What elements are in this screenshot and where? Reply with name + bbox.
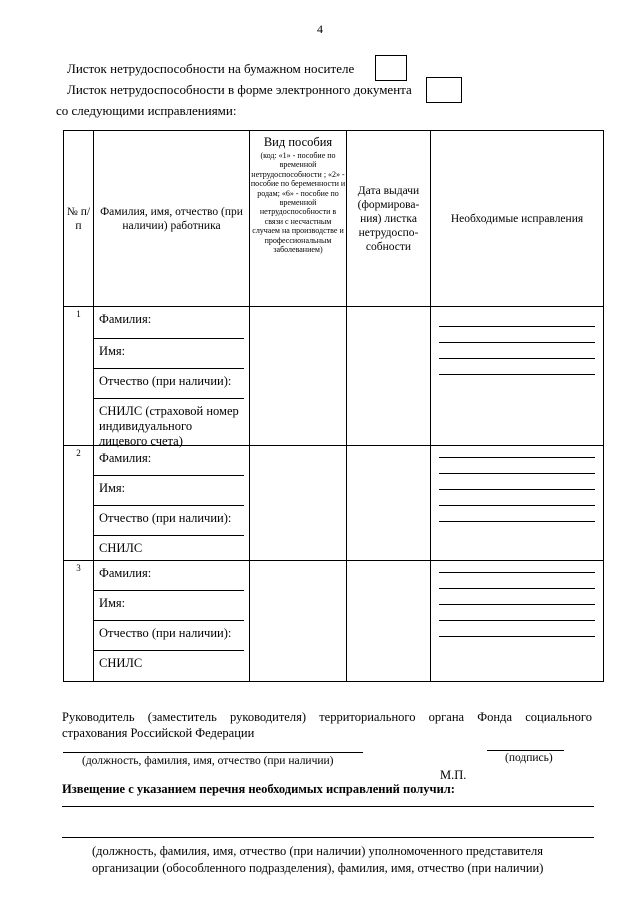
header-employee-name: Фамилия, имя, отчество (при наличии) работника (94, 131, 250, 307)
table-row (64, 307, 604, 446)
header-benefit-type (250, 131, 347, 307)
field-surname[interactable]: Фамилия: (94, 307, 244, 339)
issue-date-cell[interactable] (347, 446, 431, 561)
employee-fields (94, 561, 250, 682)
position-caption: (должность, фамилия, имя, отчество (при наличии) (82, 755, 334, 767)
employee-fields (94, 307, 250, 446)
field-surname[interactable]: Фамилия: (94, 446, 244, 476)
header-benefit-title: Вид пособия (263, 135, 333, 149)
table-row (64, 561, 604, 682)
row-number: 3 (64, 561, 94, 682)
row-number: 2 (64, 446, 94, 561)
field-patronymic[interactable]: Отчество (при наличии): (94, 506, 244, 536)
electronic-sick-leave-checkbox[interactable] (426, 77, 462, 103)
issue-date-cell[interactable] (347, 307, 431, 446)
header-corrections: Необходимые исправления (431, 131, 604, 307)
representative-caption: (должность, фамилия, имя, отчество (при наличии) уполномоченного представителя организации (обособленного подразделения), фамилия, имя, отчество (при наличии) (92, 844, 544, 875)
field-patronymic[interactable]: Отчество (при наличии): (94, 369, 244, 399)
header-benefit-note: (код: «1» - пособие по временной нетрудоспособности ; «2» - пособие по беременности и родам; «6» - пособие по временной нетрудоспособности в связи с несчастным случаем на производстве и профессиональным заболеванием) (250, 151, 346, 255)
fss-head-label: Руководитель (заместитель руководителя) территориального органа Фонда социального страхования Российской Федерации (62, 710, 592, 740)
corrections-cell[interactable] (431, 307, 604, 446)
recipient-line-2[interactable] (62, 837, 594, 838)
corrections-cell[interactable] (431, 561, 604, 682)
header-issue-date: Дата выдачи (формирова-ния) листка нетрудоспо-собности (347, 131, 431, 307)
field-first-name[interactable]: Имя: (94, 591, 244, 621)
paper-sick-leave-checkbox[interactable] (375, 55, 407, 81)
stamp-label: М.П. (440, 768, 467, 782)
corrections-label: со следующими исправлениями: (56, 103, 237, 118)
recipient-line-1[interactable] (62, 806, 594, 807)
benefit-type-cell[interactable] (250, 307, 347, 446)
table-header-row (64, 131, 604, 307)
field-snils[interactable]: СНИЛС (99, 656, 143, 670)
position-signature-line[interactable] (63, 752, 363, 753)
row-number: 1 (64, 307, 94, 446)
notice-received-label: Извещение с указанием перечня необходимых исправлений получил: (62, 782, 455, 796)
field-patronymic[interactable]: Отчество (при наличии): (94, 621, 244, 651)
benefit-type-cell[interactable] (250, 446, 347, 561)
benefit-type-cell[interactable] (250, 561, 347, 682)
paper-sick-leave-label: Листок нетрудоспособности на бумажном носителе (67, 61, 355, 76)
field-snils[interactable]: СНИЛС (страховой номер индивидуального лицевого счета) (99, 404, 239, 448)
table-row (64, 446, 604, 561)
field-first-name[interactable]: Имя: (94, 476, 244, 506)
electronic-sick-leave-label: Листок нетрудоспособности в форме электронного документа (67, 82, 412, 97)
issue-date-cell[interactable] (347, 561, 431, 682)
employee-fields (94, 446, 250, 561)
signature-line[interactable] (487, 750, 564, 751)
corrections-table (63, 130, 604, 682)
corrections-cell[interactable] (431, 446, 604, 561)
header-number: № п/ п (64, 131, 94, 307)
field-surname[interactable]: Фамилия: (94, 561, 244, 591)
page-number: 4 (317, 22, 323, 36)
signature-caption: (подпись) (505, 752, 553, 764)
field-snils[interactable]: СНИЛС (99, 541, 143, 555)
field-first-name[interactable]: Имя: (94, 339, 244, 369)
